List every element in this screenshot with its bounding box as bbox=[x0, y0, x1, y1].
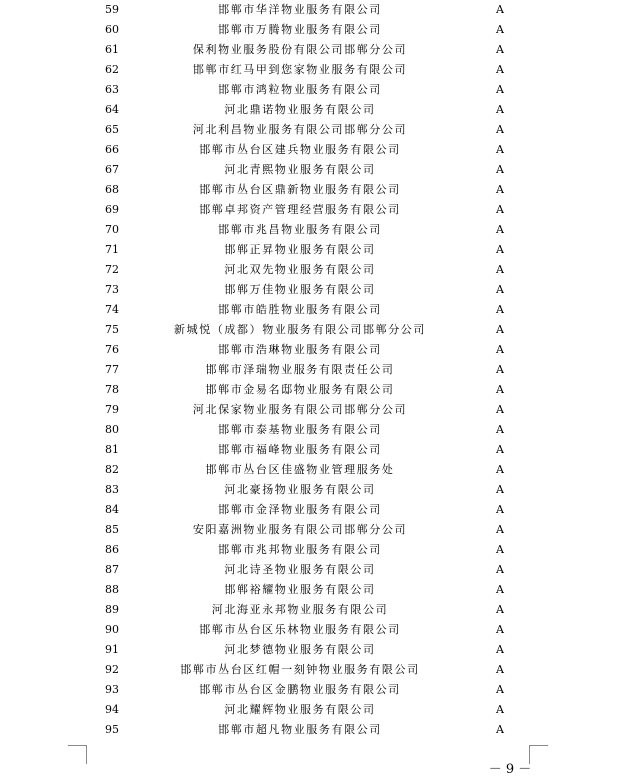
company-name: 邯郸正昇物业服务有限公司 bbox=[224, 243, 376, 256]
row-number: 60 bbox=[105, 23, 119, 36]
row-number: 71 bbox=[105, 243, 119, 256]
rating-grade: A bbox=[496, 203, 504, 216]
row-number: 75 bbox=[105, 323, 119, 336]
company-name: 河北诗圣物业服务有限公司 bbox=[224, 563, 376, 576]
rating-grade: A bbox=[496, 583, 504, 596]
table-row bbox=[0, 260, 619, 280]
company-name: 河北豪扬物业服务有限公司 bbox=[224, 483, 376, 496]
row-number: 64 bbox=[105, 103, 119, 116]
company-name: 新城悦（成都）物业服务有限公司邯郸分公司 bbox=[174, 323, 426, 336]
table-row bbox=[0, 360, 619, 380]
rating-grade: A bbox=[496, 303, 504, 316]
table-row bbox=[0, 440, 619, 460]
table-row bbox=[0, 380, 619, 400]
table-row bbox=[0, 400, 619, 420]
company-name: 邯郸市超凡物业服务有限公司 bbox=[218, 723, 382, 736]
table-row bbox=[0, 500, 619, 520]
row-number: 79 bbox=[105, 403, 119, 416]
company-name: 河北梦德物业服务有限公司 bbox=[224, 643, 376, 656]
table-row bbox=[0, 700, 619, 720]
table-row bbox=[0, 240, 619, 260]
rating-grade: A bbox=[496, 443, 504, 456]
table-row bbox=[0, 280, 619, 300]
company-name: 保利物业服务股份有限公司邯郸分公司 bbox=[192, 43, 408, 56]
rating-grade: A bbox=[496, 283, 504, 296]
table-row bbox=[0, 300, 619, 320]
company-name: 邯郸市浩琳物业服务有限公司 bbox=[218, 343, 382, 356]
table-row bbox=[0, 660, 619, 680]
row-number: 67 bbox=[105, 163, 119, 176]
company-name: 邯郸市兆昌物业服务有限公司 bbox=[218, 223, 382, 236]
rating-grade: A bbox=[496, 243, 504, 256]
row-number: 80 bbox=[105, 423, 119, 436]
rating-grade: A bbox=[496, 523, 504, 536]
rating-grade: A bbox=[496, 43, 504, 56]
row-number: 78 bbox=[105, 383, 119, 396]
rating-grade: A bbox=[496, 543, 504, 556]
rating-grade: A bbox=[496, 103, 504, 116]
table-row bbox=[0, 540, 619, 560]
row-number: 94 bbox=[105, 703, 119, 716]
rating-grade: A bbox=[496, 683, 504, 696]
row-number: 86 bbox=[105, 543, 119, 556]
company-name: 邯郸万佳物业服务有限公司 bbox=[224, 283, 376, 296]
table-row bbox=[0, 320, 619, 340]
row-number: 73 bbox=[105, 283, 119, 296]
rating-grade: A bbox=[496, 563, 504, 576]
rating-grade: A bbox=[496, 143, 504, 156]
company-name: 邯郸市福峰物业服务有限公司 bbox=[218, 443, 382, 456]
company-name: 河北海亚永邦物业服务有限公司 bbox=[211, 603, 389, 616]
rating-grade: A bbox=[496, 123, 504, 136]
table-row bbox=[0, 640, 619, 660]
table-row bbox=[0, 480, 619, 500]
row-number: 91 bbox=[105, 643, 119, 656]
company-name: 河北鼎诺物业服务有限公司 bbox=[224, 103, 376, 116]
table-row bbox=[0, 120, 619, 140]
company-name: 邯郸市丛台区鼎新物业服务有限公司 bbox=[199, 183, 401, 196]
rating-grade: A bbox=[496, 343, 504, 356]
table-row bbox=[0, 420, 619, 440]
row-number: 63 bbox=[105, 83, 119, 96]
rating-grade: A bbox=[496, 163, 504, 176]
company-name: 河北利昌物业服务有限公司邯郸分公司 bbox=[192, 123, 408, 136]
rating-grade: A bbox=[496, 723, 504, 736]
table-row bbox=[0, 180, 619, 200]
row-number: 83 bbox=[105, 483, 119, 496]
row-number: 82 bbox=[105, 463, 119, 476]
row-number: 70 bbox=[105, 223, 119, 236]
company-name: 安阳嘉洲物业服务有限公司邯郸分公司 bbox=[192, 523, 408, 536]
company-name: 河北双先物业服务有限公司 bbox=[224, 263, 376, 276]
table-row bbox=[0, 100, 619, 120]
rating-grade: A bbox=[496, 423, 504, 436]
company-name: 邯郸卓邦资产管理经营服务有限公司 bbox=[199, 203, 401, 216]
row-number: 92 bbox=[105, 663, 119, 676]
row-number: 89 bbox=[105, 603, 119, 616]
company-name: 邯郸市丛台区红帽一刻钟物业服务有限公司 bbox=[180, 663, 420, 676]
table-row bbox=[0, 720, 619, 740]
row-number: 87 bbox=[105, 563, 119, 576]
rating-grade: A bbox=[496, 23, 504, 36]
table-row bbox=[0, 160, 619, 180]
row-number: 84 bbox=[105, 503, 119, 516]
rating-grade: A bbox=[496, 703, 504, 716]
row-number: 62 bbox=[105, 63, 119, 76]
row-number: 77 bbox=[105, 363, 119, 376]
table-row bbox=[0, 620, 619, 640]
rating-grade: A bbox=[496, 623, 504, 636]
company-name: 邯郸市鸿粒物业服务有限公司 bbox=[218, 83, 382, 96]
row-number: 76 bbox=[105, 343, 119, 356]
company-name: 邯郸裕耀物业服务有限公司 bbox=[224, 583, 376, 596]
rating-grade: A bbox=[496, 603, 504, 616]
rating-grade: A bbox=[496, 263, 504, 276]
company-name: 邯郸市兆邦物业服务有限公司 bbox=[218, 543, 382, 556]
company-name: 河北保家物业服务有限公司邯郸分公司 bbox=[192, 403, 408, 416]
row-number: 72 bbox=[105, 263, 119, 276]
row-number: 81 bbox=[105, 443, 119, 456]
company-name: 河北青熙物业服务有限公司 bbox=[224, 163, 376, 176]
row-number: 85 bbox=[105, 523, 119, 536]
row-number: 88 bbox=[105, 583, 119, 596]
company-name: 邯郸市丛台区金鹏物业服务有限公司 bbox=[199, 683, 401, 696]
row-number: 93 bbox=[105, 683, 119, 696]
table-row bbox=[0, 680, 619, 700]
rating-grade: A bbox=[496, 63, 504, 76]
rating-grade: A bbox=[496, 383, 504, 396]
company-name: 邯郸市泽瑞物业服务有限责任公司 bbox=[205, 363, 395, 376]
row-number: 65 bbox=[105, 123, 119, 136]
company-name: 邯郸市万腾物业服务有限公司 bbox=[218, 23, 382, 36]
company-name: 邯郸市金泽物业服务有限公司 bbox=[218, 503, 382, 516]
row-number: 68 bbox=[105, 183, 119, 196]
page-corner-mark-left bbox=[68, 745, 87, 764]
row-number: 95 bbox=[105, 723, 119, 736]
table-row bbox=[0, 560, 619, 580]
rating-grade: A bbox=[496, 503, 504, 516]
table-row bbox=[0, 200, 619, 220]
row-number: 74 bbox=[105, 303, 119, 316]
company-name: 河北耀辉物业服务有限公司 bbox=[224, 703, 376, 716]
table-row bbox=[0, 40, 619, 60]
rating-grade: A bbox=[496, 363, 504, 376]
table-row bbox=[0, 340, 619, 360]
table-row bbox=[0, 220, 619, 240]
table-row bbox=[0, 80, 619, 100]
rating-grade: A bbox=[496, 3, 504, 16]
company-name: 邯郸市皓胜物业服务有限公司 bbox=[218, 303, 382, 316]
rating-grade: A bbox=[496, 663, 504, 676]
row-number: 61 bbox=[105, 43, 119, 56]
table-row bbox=[0, 460, 619, 480]
company-name: 邯郸市丛台区佳盛物业管理服务处 bbox=[205, 463, 395, 476]
page-number: － 9 － bbox=[488, 762, 532, 777]
row-number: 90 bbox=[105, 623, 119, 636]
company-name: 邯郸市红马甲到您家物业服务有限公司 bbox=[192, 63, 408, 76]
row-number: 59 bbox=[105, 3, 119, 16]
table-row bbox=[0, 60, 619, 80]
rating-grade: A bbox=[496, 83, 504, 96]
row-number: 69 bbox=[105, 203, 119, 216]
table-row bbox=[0, 0, 619, 20]
rating-grade: A bbox=[496, 323, 504, 336]
rating-grade: A bbox=[496, 643, 504, 656]
rating-grade: A bbox=[496, 223, 504, 236]
company-name: 邯郸市泰基物业服务有限公司 bbox=[218, 423, 382, 436]
company-name: 邯郸市金易名邸物业服务有限公司 bbox=[205, 383, 395, 396]
table-row bbox=[0, 600, 619, 620]
table-row bbox=[0, 20, 619, 40]
company-name: 邯郸市丛台区乐林物业服务有限公司 bbox=[199, 623, 401, 636]
table-row bbox=[0, 580, 619, 600]
rating-grade: A bbox=[496, 483, 504, 496]
company-name: 邯郸市华洋物业服务有限公司 bbox=[218, 3, 382, 16]
table-row bbox=[0, 140, 619, 160]
company-name: 邯郸市丛台区建兵物业服务有限公司 bbox=[199, 143, 401, 156]
table-row bbox=[0, 520, 619, 540]
rating-grade: A bbox=[496, 463, 504, 476]
rating-grade: A bbox=[496, 403, 504, 416]
row-number: 66 bbox=[105, 143, 119, 156]
rating-grade: A bbox=[496, 183, 504, 196]
